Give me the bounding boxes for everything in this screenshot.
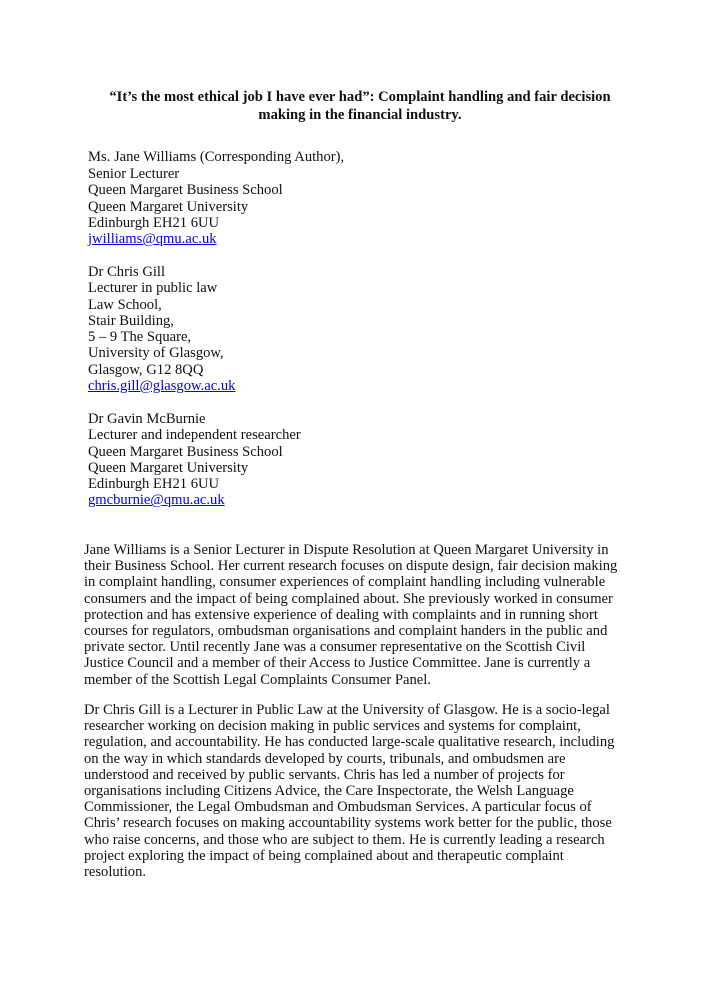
text-line: Jane Williams is a Senior Lecturer in Dispute Resolution at Queen Margaret University in bbox=[84, 542, 609, 558]
text-line: organisations including Citizens Advice, the Care Inspectorate, the Welsh Language bbox=[84, 783, 574, 800]
address-line: 5 – 9 The Square, bbox=[88, 329, 192, 346]
address-line: Edinburgh EH21 6UU bbox=[88, 476, 220, 493]
address-line: Glasgow, G12 8QQ bbox=[88, 361, 204, 378]
text-line: understood and received by public servants. Chris has led a number of projects for bbox=[84, 766, 565, 783]
address-line: Queen Margaret University bbox=[88, 198, 249, 215]
address-line: Lecturer and independent researcher bbox=[88, 427, 301, 444]
bio-paragraph-williams bbox=[84, 542, 644, 688]
text-line: Justice Council and a member of their Access to Justice Committee. Jane is currently a bbox=[84, 655, 591, 672]
address-line: University of Glasgow, bbox=[88, 345, 224, 362]
bio-paragraph-gill bbox=[84, 702, 644, 880]
author-block-mcburnie bbox=[88, 411, 301, 509]
text-line: protection and has extensive experience of dealing with complaints and in running short bbox=[84, 606, 598, 623]
email-link-gill[interactable]: chris.gill@glasgow.ac.uk bbox=[88, 378, 236, 395]
author-block-williams bbox=[88, 166, 283, 247]
text-line: consumers and the impact of being complained about. She previously worked in consumer bbox=[84, 590, 613, 607]
text-line: Chris’ research focuses on making accountability systems work better for the public, those bbox=[84, 815, 612, 832]
text-line: Commissioner, the Legal Ombudsman and Ombudsman Services. A particular focus of bbox=[84, 799, 592, 816]
text-line: private sector. Until recently Jane was a consumer representative on the Scottish Civil bbox=[84, 639, 586, 656]
author-name: Dr Chris Gill bbox=[88, 264, 166, 280]
title-line-2: making in the financial industry. bbox=[258, 107, 462, 123]
address-line: Queen Margaret Business School bbox=[88, 443, 283, 460]
title-line-1: “It’s the most ethical job I have ever had”: Complaint handling and fair decision bbox=[109, 89, 611, 105]
address-line: Lecturer in public law bbox=[88, 280, 218, 297]
address-line: Law School, bbox=[88, 296, 162, 313]
text-line: researcher working on decision making in public services and systems for complaint, bbox=[84, 718, 581, 735]
author-block-gill bbox=[88, 264, 235, 394]
author-name: Dr Gavin McBurnie bbox=[88, 411, 206, 427]
corresponding-author: Ms. Jane Williams (Corresponding Author), bbox=[88, 149, 345, 165]
text-line: resolution. bbox=[84, 864, 147, 881]
text-line: project exploring the impact of being complained about and therapeutic complaint bbox=[84, 847, 564, 864]
text-line: courses for regulators, ombudsman organisations and complaint handers in the public and bbox=[84, 623, 608, 640]
address-line: Queen Margaret University bbox=[88, 459, 249, 476]
text-line: on the way in which standards developed by courts, tribunals, and ombudsmen are bbox=[84, 750, 566, 767]
text-line: member of the Scottish Legal Complaints Consumer Panel. bbox=[84, 671, 431, 688]
text-line: their Business School. Her current research focuses on dispute design, fair decision making bbox=[84, 558, 618, 575]
email-link-mcburnie[interactable]: gmcburnie@qmu.ac.uk bbox=[88, 492, 225, 509]
address-line: Stair Building, bbox=[88, 312, 174, 329]
text-line: regulation, and accountability. He has conducted large-scale qualitative research, including bbox=[84, 734, 615, 751]
paper-title bbox=[60, 88, 660, 124]
text-line: Dr Chris Gill is a Lecturer in Public Law at the University of Glasgow. He is a socio-legal bbox=[84, 702, 610, 718]
text-line: who raise concerns, and those who are subject to them. He is currently leading a research bbox=[84, 831, 605, 848]
address-line: Senior Lecturer bbox=[88, 166, 180, 182]
address-line: Edinburgh EH21 6UU bbox=[88, 214, 220, 231]
text-line: in complaint handling, consumer experiences of complaint handling including vulnerable bbox=[84, 574, 606, 591]
email-link-williams[interactable]: jwilliams@qmu.ac.uk bbox=[88, 231, 217, 248]
address-line: Queen Margaret Business School bbox=[88, 182, 283, 199]
